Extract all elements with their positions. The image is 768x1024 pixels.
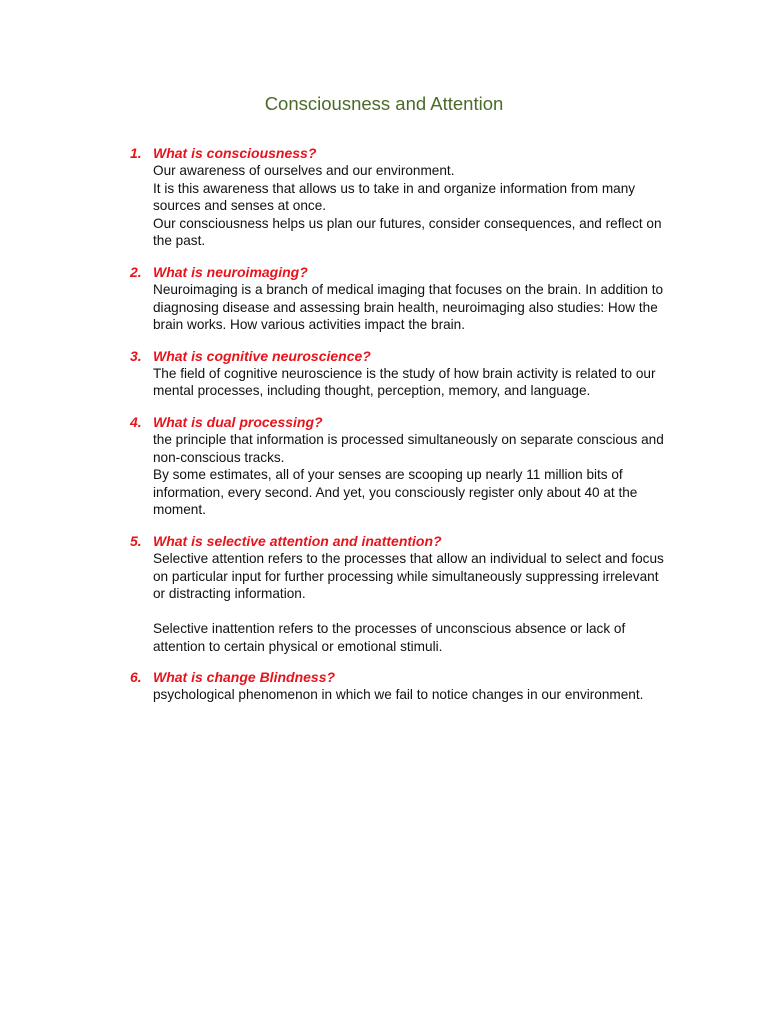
answer-text: Our awareness of ourselves and our environment. bbox=[153, 163, 455, 178]
qa-item-dual-processing bbox=[130, 414, 670, 519]
qa-item-consciousness bbox=[130, 145, 670, 250]
question-number: 4. bbox=[130, 413, 142, 430]
answer-text: Neuroimaging is a branch of medical imaging that focuses on the brain. In addition to diagnosing disease and assessing brain health, neuroimaging also studies: How the brain works. How various activities impact the brain. bbox=[153, 281, 664, 333]
question-heading bbox=[130, 533, 670, 550]
question-text: What is selective attention and inattention? bbox=[153, 532, 442, 549]
answer-text: psychological phenomenon in which we fail to notice changes in our environment. bbox=[153, 687, 644, 703]
question-text: What is cognitive neuroscience? bbox=[153, 347, 371, 364]
qa-item-cognitive-neuroscience bbox=[130, 348, 670, 400]
question-text: What is change Blindness? bbox=[153, 669, 336, 686]
answer-text: Selective attention refers to the processes that allow an individual to select and focus on particular input for further processing while simultaneously suppressing irrelevant or distracting information. bbox=[153, 550, 664, 602]
answer-text: It is this awareness that allows us to take in and organize information from many sources and senses at once. bbox=[153, 180, 636, 214]
answer-text: Our consciousness helps us plan our futures, consider consequences, and reflect on the past. bbox=[153, 215, 662, 249]
question-text: What is consciousness? bbox=[153, 145, 317, 161]
question-number: 1. bbox=[130, 145, 142, 161]
question-text: What is dual processing? bbox=[153, 413, 323, 430]
qa-item-selective-attention bbox=[130, 533, 670, 656]
question-number: 2. bbox=[130, 263, 142, 280]
answer-text: Selective inattention refers to the processes of unconscious absence or lack of attention to certain physical or emotional stimuli. bbox=[153, 621, 626, 654]
question-number: 3. bbox=[130, 347, 142, 364]
question-text: What is neuroimaging? bbox=[153, 263, 308, 280]
question-heading bbox=[130, 145, 670, 162]
question-list bbox=[130, 145, 670, 718]
answer-text: By some estimates, all of your senses are scooping up nearly 11 million bits of information, every second. And yet, you consciously register only about 40 at the moment. bbox=[153, 467, 638, 518]
question-heading bbox=[130, 414, 670, 431]
question-number: 6. bbox=[130, 669, 142, 686]
answer-text: The field of cognitive neuroscience is the study of how brain activity is related to our mental processes, including thought, perception, memory, and language. bbox=[153, 365, 656, 399]
question-heading bbox=[130, 264, 670, 281]
question-number: 5. bbox=[130, 532, 142, 549]
question-heading bbox=[130, 348, 670, 365]
question-heading bbox=[130, 669, 670, 686]
qa-item-neuroimaging bbox=[130, 264, 670, 334]
qa-item-change-blindness bbox=[130, 669, 670, 704]
answer-text: the principle that information is processed simultaneously on separate conscious and non-conscious tracks. bbox=[153, 431, 664, 465]
document-title: Consciousness and Attention bbox=[264, 93, 504, 114]
